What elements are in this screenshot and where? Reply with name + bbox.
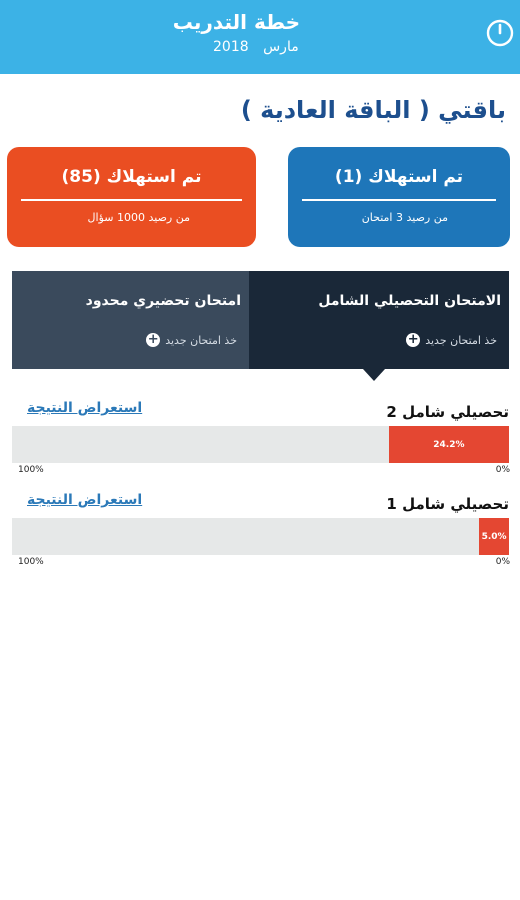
package-heading: باقتي ( الباقة العادية ) (240, 96, 506, 124)
progress-min-label: 0% (495, 557, 510, 567)
progress-track (12, 518, 509, 555)
progress-fill (389, 426, 509, 463)
view-result-link[interactable]: استعراض النتيجة (27, 492, 143, 508)
new-exam-label: خذ امتحان جديد (425, 333, 497, 347)
progress-max-label: 100% (18, 465, 44, 475)
questions-consumed-card (7, 147, 256, 247)
new-exam-label: خذ امتحان جديد (165, 333, 237, 347)
progress-min-label: 0% (495, 465, 510, 475)
page-title: خطة التدريب (172, 10, 300, 34)
progress-label: 5.0% (481, 531, 507, 542)
progress-track (12, 426, 509, 463)
app-header (0, 0, 520, 74)
progress-fill (479, 518, 509, 555)
exams-consumed-card (288, 147, 510, 247)
header-month: مارس (263, 39, 299, 55)
result-title: تحصيلي شامل 1 (386, 495, 509, 513)
header-date (203, 39, 299, 55)
progress-max-label: 100% (18, 557, 44, 567)
result-item (0, 492, 520, 575)
view-result-link[interactable]: استعراض النتيجة (27, 400, 143, 416)
active-tab-pointer (363, 369, 385, 381)
power-button[interactable] (484, 17, 516, 49)
questions-consumed-title: تم استهلاك (85) (61, 167, 202, 187)
plus-circle-icon: + (147, 332, 159, 347)
exam-tabs (12, 271, 509, 369)
new-limited-exam-button[interactable] (146, 333, 237, 347)
header-year: 2018 (213, 39, 249, 55)
new-comprehensive-exam-button[interactable] (406, 333, 497, 347)
result-title: تحصيلي شامل 2 (386, 403, 509, 421)
plus-circle-icon: + (407, 332, 419, 347)
tab-limited-label: امتحان تحضيري محدود (85, 293, 241, 309)
exams-balance-text: من رصيد 3 امتحان (361, 211, 448, 224)
tab-limited-prep-exam[interactable] (12, 271, 249, 369)
progress-label: 24.2% (433, 439, 465, 450)
power-icon (486, 19, 514, 47)
result-item (0, 400, 520, 483)
tab-comprehensive-label: الامتحان التحصيلي الشامل (318, 293, 501, 309)
tab-comprehensive-exam[interactable] (249, 271, 509, 369)
questions-balance-text: من رصيد 1000 سؤال (87, 211, 190, 224)
card-divider (302, 199, 496, 201)
card-divider (21, 199, 242, 201)
exams-consumed-title: تم استهلاك (1) (334, 167, 464, 187)
